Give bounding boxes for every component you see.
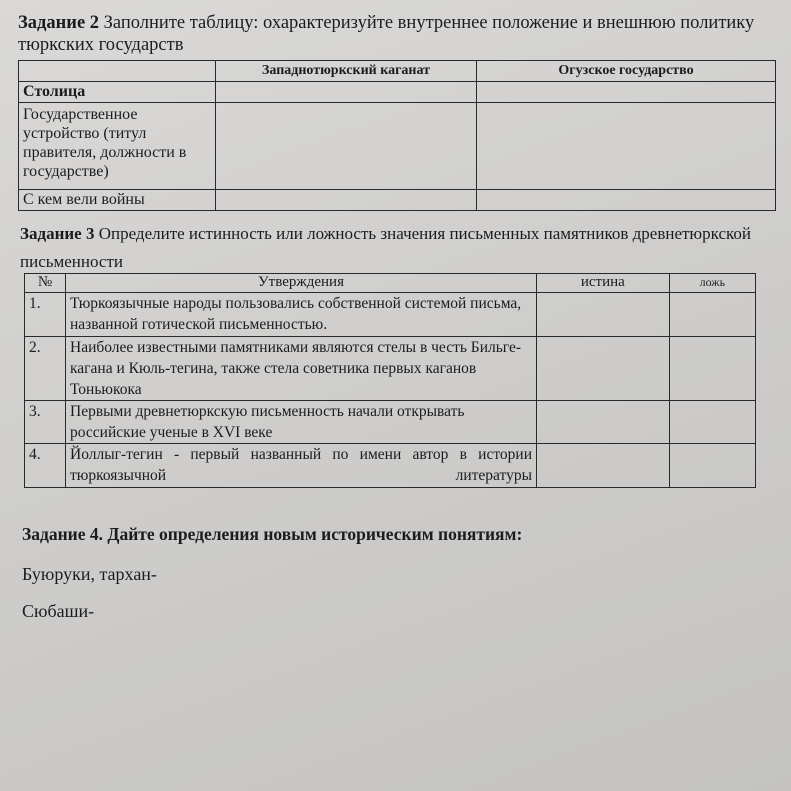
statement-text: Тюркоязычные народы пользовались собственной системой письма, названной готической письменностью.	[66, 293, 537, 337]
task3-header-number: №	[25, 274, 66, 293]
answer-cell[interactable]	[216, 103, 477, 190]
true-cell[interactable]	[537, 401, 670, 444]
false-cell[interactable]	[669, 293, 755, 337]
answer-cell[interactable]	[216, 190, 477, 211]
task2-text: Заполните таблицу: охарактеризуйте внутреннее положение и внешнюю политику тюркских государств	[18, 13, 755, 55]
row-label-capital: Столица	[19, 82, 216, 103]
task2-table	[18, 60, 776, 211]
table-row	[19, 82, 776, 103]
task2-number: Задание 2	[18, 13, 100, 33]
row-number: 2.	[25, 337, 66, 401]
answer-cell[interactable]	[477, 190, 776, 211]
false-cell[interactable]	[669, 337, 755, 401]
task3-table	[24, 273, 756, 488]
task3-heading	[20, 220, 780, 276]
task2-header-row	[19, 61, 776, 82]
task2-header-oguz: Огузское государство	[477, 61, 776, 82]
true-cell[interactable]	[537, 444, 670, 488]
task2-heading	[18, 12, 778, 56]
task3-text: Определите истинность или ложность значения письменных памятников древнетюркской письменности	[20, 224, 752, 271]
answer-cell[interactable]	[477, 82, 776, 103]
answer-cell[interactable]	[477, 103, 776, 190]
row-label-government: Государственное устройство (титул правителя, должности в государстве)	[19, 103, 216, 190]
task3-header-row	[25, 274, 756, 293]
task3-header-statements: Утверждения	[66, 274, 537, 293]
table-row	[19, 103, 776, 190]
table-row	[25, 444, 756, 488]
term-line: Буюруки, тархан-	[22, 564, 157, 584]
table-row	[25, 293, 756, 337]
task4-heading: Задание 4. Дайте определения новым историческим понятиям:	[22, 524, 523, 544]
term-line: Сюбаши-	[22, 601, 95, 621]
task2-header-west-turkic: Западнотюркский каганат	[216, 61, 477, 82]
answer-cell[interactable]	[216, 82, 477, 103]
statement-text: Йоллыг-тегин - первый названный по имени автор в истории тюркоязычной литературы	[66, 444, 537, 488]
false-cell[interactable]	[669, 444, 755, 488]
true-cell[interactable]	[537, 337, 670, 401]
task3-number: Задание 3	[20, 224, 95, 243]
true-cell[interactable]	[537, 293, 670, 337]
table-row	[25, 401, 756, 444]
statement-text: Первыми древнетюркскую письменность начали открывать российские ученые в XVI веке	[66, 401, 537, 444]
table-row	[25, 337, 756, 401]
row-number: 4.	[25, 444, 66, 488]
task3-header-false: ложь	[669, 274, 755, 293]
task2-header-empty	[19, 61, 216, 82]
table-row	[19, 190, 776, 211]
statement-text: Наиболее известными памятниками являются стелы в честь Бильге-кагана и Кюль-тегина, также стела советника первых каганов Тоньюкока	[66, 337, 537, 401]
task3-header-true: истина	[537, 274, 670, 293]
row-label-wars: С кем вели войны	[19, 190, 216, 211]
false-cell[interactable]	[669, 401, 755, 444]
row-number: 1.	[25, 293, 66, 337]
row-number: 3.	[25, 401, 66, 444]
